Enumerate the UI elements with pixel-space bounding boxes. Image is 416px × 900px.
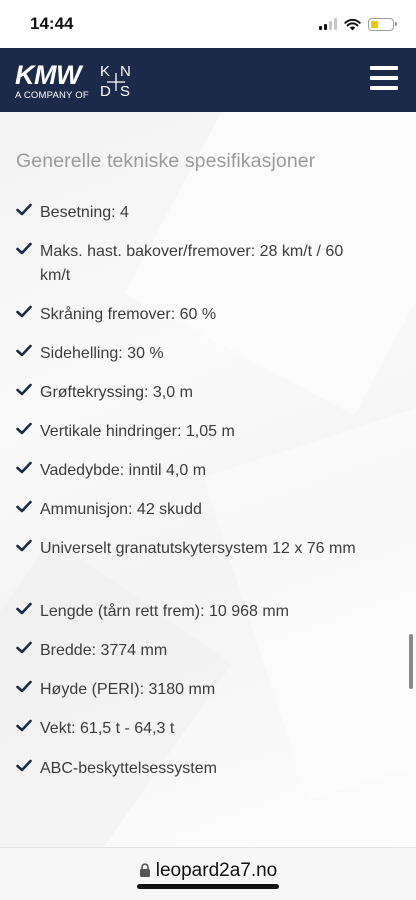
- spec-text: Sidehelling: 30 %: [40, 345, 164, 362]
- status-time: 14:44: [30, 14, 74, 33]
- spec-text: Grøftekryssing: 3,0 m: [40, 384, 193, 401]
- spec-text: Universelt granatutskytersystem 12 x 76 mm: [40, 540, 356, 557]
- check-icon: [16, 242, 32, 255]
- spec-text: Vadedybde: inntil 4,0 m: [40, 462, 207, 479]
- section-title: Generelle tekniske spesifikasjoner: [16, 150, 316, 172]
- knds-cross-icon: [98, 61, 134, 101]
- check-icon: [16, 500, 32, 513]
- spec-text: Høyde (PERI): 3180 mm: [40, 681, 216, 698]
- spec-text: Vekt: 61,5 t - 64,3 t: [40, 720, 175, 737]
- spec-text: Besetning: 4: [40, 204, 129, 221]
- spec-section: [0, 112, 416, 847]
- spec-text: Maks. hast. bakover/fremover: 28 km/t / 60 km/t: [40, 243, 344, 284]
- check-icon: [16, 203, 32, 216]
- check-icon: [16, 539, 32, 552]
- knds-letter: D: [100, 83, 111, 100]
- url-field[interactable]: [0, 860, 416, 882]
- hamburger-icon: [370, 66, 398, 70]
- hamburger-menu-button[interactable]: [370, 66, 398, 92]
- status-icons: [319, 14, 394, 34]
- check-icon: [16, 641, 32, 654]
- check-icon: [16, 305, 32, 318]
- kmw-logo[interactable]: [15, 62, 89, 101]
- check-icon: [16, 602, 32, 615]
- knds-letter: S: [120, 83, 131, 100]
- knds-letter: N: [120, 63, 131, 80]
- spec-text: Ammunisjon: 42 skudd: [40, 501, 202, 518]
- battery-icon: [368, 18, 394, 31]
- site-header: [0, 48, 416, 112]
- check-icon: [16, 344, 32, 357]
- scrollbar-thumb[interactable]: [409, 634, 413, 689]
- home-indicator[interactable]: [137, 884, 279, 889]
- knds-logo: [98, 61, 134, 101]
- check-icon: [16, 422, 32, 435]
- spec-text: Lengde (tårn rett frem): 10 968 mm: [40, 603, 289, 620]
- check-icon: [16, 383, 32, 396]
- check-icon: [16, 680, 32, 693]
- url-text: leopard2a7.no: [155, 860, 278, 881]
- spec-text: Vertikale hindringer: 1,05 m: [40, 423, 235, 440]
- status-bar: [0, 0, 416, 48]
- wifi-icon: [344, 18, 361, 31]
- lock-icon: [139, 863, 151, 877]
- check-icon: [16, 719, 32, 732]
- check-icon: [16, 759, 32, 772]
- cellular-signal-icon: [319, 18, 337, 30]
- knds-letter: K: [100, 63, 111, 80]
- check-icon: [16, 461, 32, 474]
- kmw-subtitle: A COMPANY OF: [15, 90, 89, 101]
- spec-text: Bredde: 3774 mm: [40, 642, 168, 659]
- spec-text: Skråning fremover: 60 %: [40, 306, 217, 323]
- spec-text: ABC-beskyttelsessystem: [40, 760, 217, 777]
- kmw-wordmark: KMW: [15, 60, 81, 90]
- browser-url-bar[interactable]: [0, 847, 416, 900]
